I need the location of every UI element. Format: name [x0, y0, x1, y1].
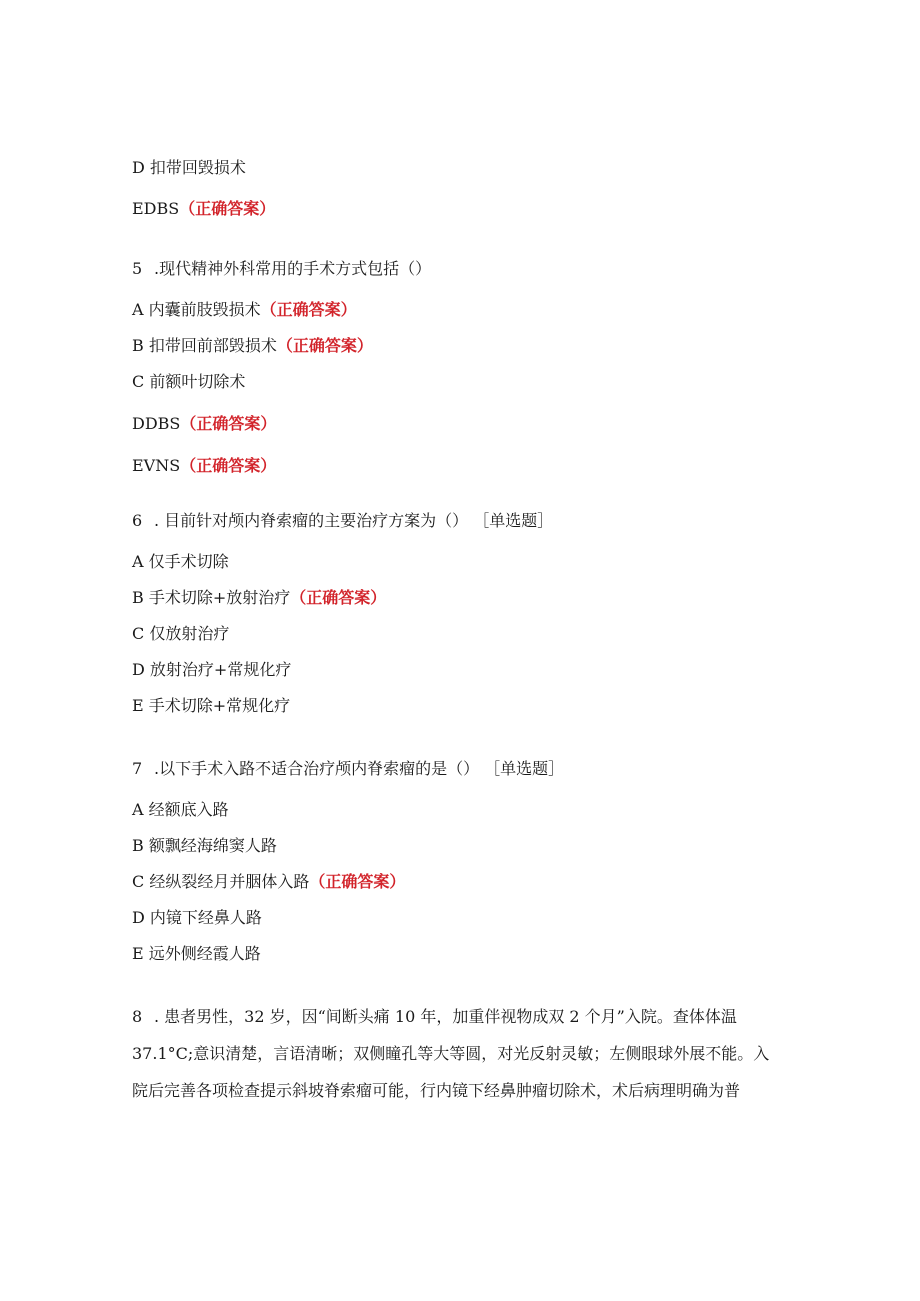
question-8-paragraph	[132, 998, 782, 1109]
option-text: B 额飘经海绵窦人路	[132, 836, 277, 855]
option-text: E 手术切除+常规化疗	[132, 696, 291, 715]
option-text: C 经纵裂经月并胭体入路	[132, 872, 310, 891]
option-d	[132, 414, 276, 434]
correct-answer-tag: （正确答案）	[290, 588, 387, 607]
option-text: A 经额底入路	[132, 800, 229, 819]
option-a	[132, 300, 357, 320]
option-text: C 仅放射治疗	[132, 624, 230, 643]
option-b	[132, 588, 386, 608]
option-a	[132, 800, 229, 820]
correct-answer-tag: （正确答案）	[260, 300, 357, 319]
question-stem	[132, 511, 553, 531]
option-e	[132, 944, 261, 964]
option-text: D 放射治疗+常规化疗	[132, 660, 292, 679]
correct-answer-tag: （正确答案）	[180, 414, 277, 433]
question-number: 6	[132, 511, 143, 530]
option-text: EDBS	[132, 199, 180, 218]
option-c	[132, 372, 245, 392]
correct-answer-tag: （正确答案）	[180, 456, 277, 475]
option-e	[132, 696, 290, 716]
question-text: . 目前针对颅内脊索瘤的主要治疗方案为（） ［单选题］	[154, 511, 554, 530]
correct-answer-tag: （正确答案）	[309, 872, 406, 891]
correct-answer-tag: （正确答案）	[179, 199, 276, 218]
paragraph-line	[132, 998, 782, 1035]
option-text: D 扣带回毁损术	[132, 158, 246, 177]
option-a	[132, 552, 229, 572]
option-text: EVNS	[132, 456, 181, 475]
question-number: 8	[132, 1007, 143, 1026]
option-text: DDBS	[132, 414, 181, 433]
option-text: A 仅手术切除	[132, 552, 229, 571]
option-d	[132, 908, 262, 928]
question-text: . 患者男性，32 岁，因“间断头痛 10 年，加重伴视物成双 2 个月”入院。查体体温	[154, 1007, 737, 1026]
correct-answer-tag: （正确答案）	[276, 336, 373, 355]
question-number: 5	[132, 259, 143, 278]
question-stem	[132, 259, 431, 279]
option-c	[132, 624, 229, 644]
question-stem	[132, 759, 564, 779]
question-text: .以下手术入路不适合治疗颅内脊索瘤的是（） ［单选题］	[154, 759, 565, 778]
option-b	[132, 836, 277, 856]
option-text: B 扣带回前部毁损术	[132, 336, 277, 355]
question-number: 7	[132, 759, 143, 778]
question-text: .现代精神外科常用的手术方式包括（）	[154, 259, 432, 278]
paragraph-line: 37.1°C;意识清楚，言语清晰；双侧瞳孔等大等圆，对光反射灵敏；左侧眼球外展不能。入	[132, 1044, 770, 1063]
option-d	[132, 660, 291, 680]
option-b	[132, 336, 373, 356]
option-text: C 前额叶切除术	[132, 372, 246, 391]
option-text: B 手术切除+放射治疗	[132, 588, 291, 607]
option-text: E 远外侧经霞人路	[132, 944, 261, 963]
option-d	[132, 158, 246, 178]
option-e	[132, 456, 276, 476]
option-text: A 内囊前肢毁损术	[132, 300, 261, 319]
option-text: D 内镜下经鼻人路	[132, 908, 262, 927]
paragraph-line: 院后完善各项检查提示斜坡脊索瘤可能，行内镜下经鼻肿瘤切除术，术后病理明确为普	[132, 1081, 741, 1100]
option-e	[132, 199, 275, 219]
option-c	[132, 872, 405, 892]
